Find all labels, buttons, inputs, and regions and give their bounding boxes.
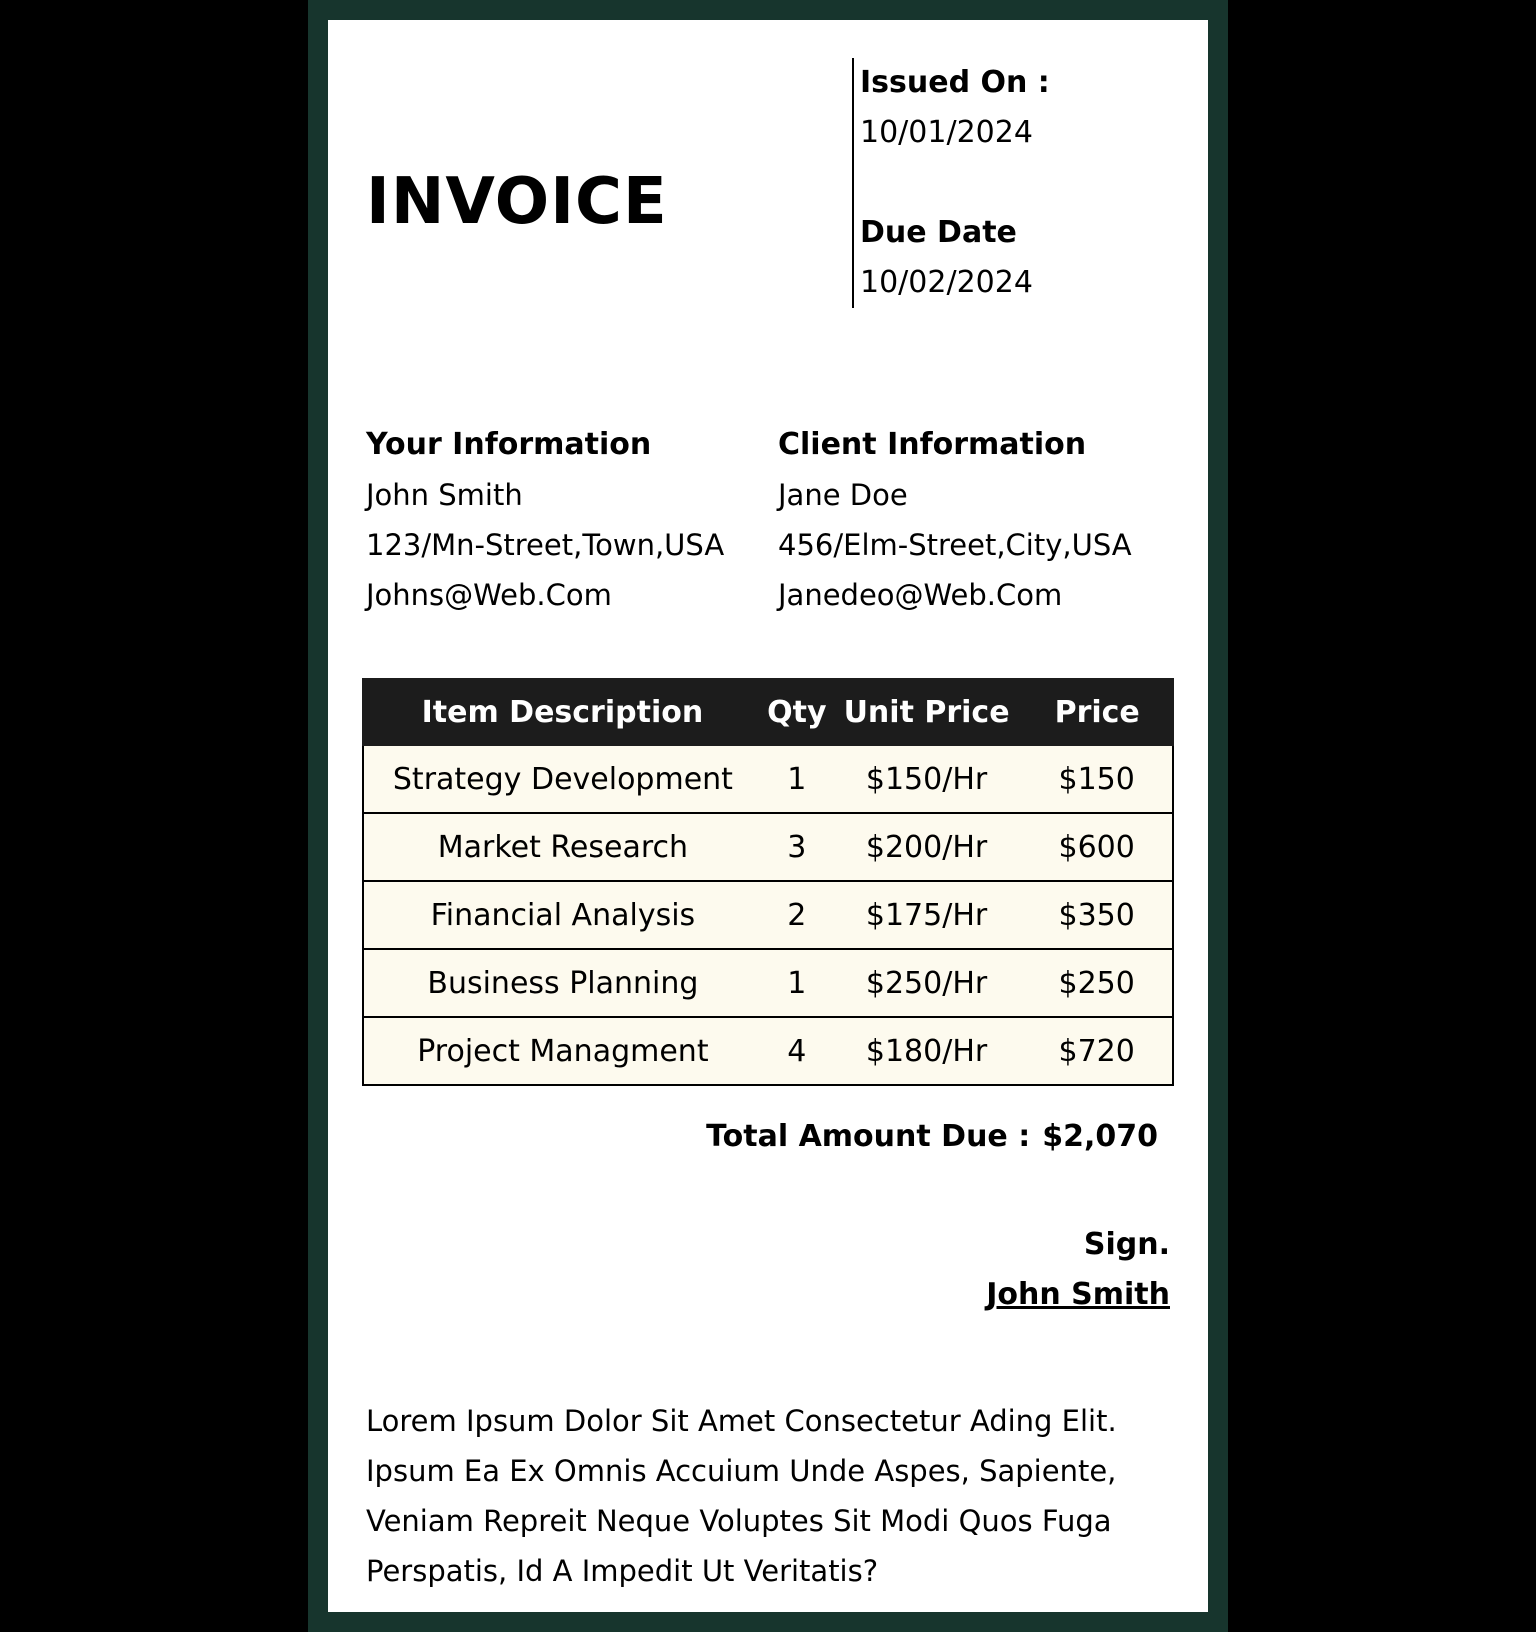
cell-price: $350 — [1021, 881, 1173, 949]
client-name: Jane Doe — [778, 478, 908, 512]
total-label: Total Amount Due : — [706, 1119, 1031, 1154]
dates-block — [852, 58, 1152, 308]
table-header-row — [363, 679, 1173, 745]
cell-description: Market Research — [363, 813, 762, 881]
signature-block — [986, 1220, 1170, 1320]
cell-unit-price: $180/Hr — [832, 1017, 1022, 1085]
header-price: Price — [1021, 679, 1173, 745]
header-qty: Qty — [762, 679, 832, 745]
signature-name: John Smith — [986, 1277, 1170, 1312]
issued-on-label: Issued On : — [860, 65, 1050, 100]
cell-qty: 1 — [762, 949, 832, 1017]
cell-qty: 3 — [762, 813, 832, 881]
client-information-heading: Client Information — [778, 427, 1087, 462]
cell-price: $720 — [1021, 1017, 1173, 1085]
cell-unit-price: $200/Hr — [832, 813, 1022, 881]
sign-label: Sign. — [1083, 1227, 1170, 1262]
cell-qty: 4 — [762, 1017, 832, 1085]
cell-description: Strategy Development — [363, 745, 762, 813]
items-table — [362, 678, 1174, 1086]
total-value: $2,070 — [1042, 1119, 1158, 1154]
cell-price: $600 — [1021, 813, 1173, 881]
invoice-paper — [328, 20, 1208, 1612]
cell-description: Project Managment — [363, 1017, 762, 1085]
table-row — [363, 949, 1173, 1017]
cell-price: $150 — [1021, 745, 1173, 813]
due-date-label: Due Date — [860, 215, 1017, 250]
total-amount-due — [706, 1112, 1158, 1162]
cell-qty: 1 — [762, 745, 832, 813]
table-row — [363, 1017, 1173, 1085]
invoice-frame — [308, 0, 1228, 1632]
cell-qty: 2 — [762, 881, 832, 949]
issued-on-value: 10/01/2024 — [860, 115, 1033, 150]
cell-unit-price: $175/Hr — [832, 881, 1022, 949]
cell-price: $250 — [1021, 949, 1173, 1017]
cell-unit-price: $250/Hr — [832, 949, 1022, 1017]
footer-note: Lorem Ipsum Dolor Sit Amet Consectetur Ading Elit. Ipsum Ea Ex Omnis Accuium Unde Aspes, Sapiente, Veniam Repreit Neque Voluptes Sit Modi Quos Fuga Perspatis, Id A Impedit Ut Veritatis? — [366, 1404, 1117, 1588]
your-email: Johns@Web.Com — [366, 578, 612, 612]
client-email: Janedeo@Web.Com — [778, 578, 1063, 612]
invoice-title: INVOICE — [366, 165, 668, 239]
table-row — [363, 813, 1173, 881]
your-information — [366, 420, 724, 620]
cell-description: Business Planning — [363, 949, 762, 1017]
header-unit-price: Unit Price — [832, 679, 1022, 745]
cell-description: Financial Analysis — [363, 881, 762, 949]
table-row — [363, 745, 1173, 813]
client-information — [778, 420, 1132, 620]
due-date-value: 10/02/2024 — [860, 265, 1033, 300]
your-name: John Smith — [366, 478, 523, 512]
header-item-description: Item Description — [363, 679, 762, 745]
table-row — [363, 881, 1173, 949]
your-address: 123/Mn-Street,Town,USA — [366, 528, 725, 562]
client-address: 456/Elm-Street,City,USA — [778, 528, 1132, 562]
cell-unit-price: $150/Hr — [832, 745, 1022, 813]
your-information-heading: Your Information — [366, 427, 652, 462]
